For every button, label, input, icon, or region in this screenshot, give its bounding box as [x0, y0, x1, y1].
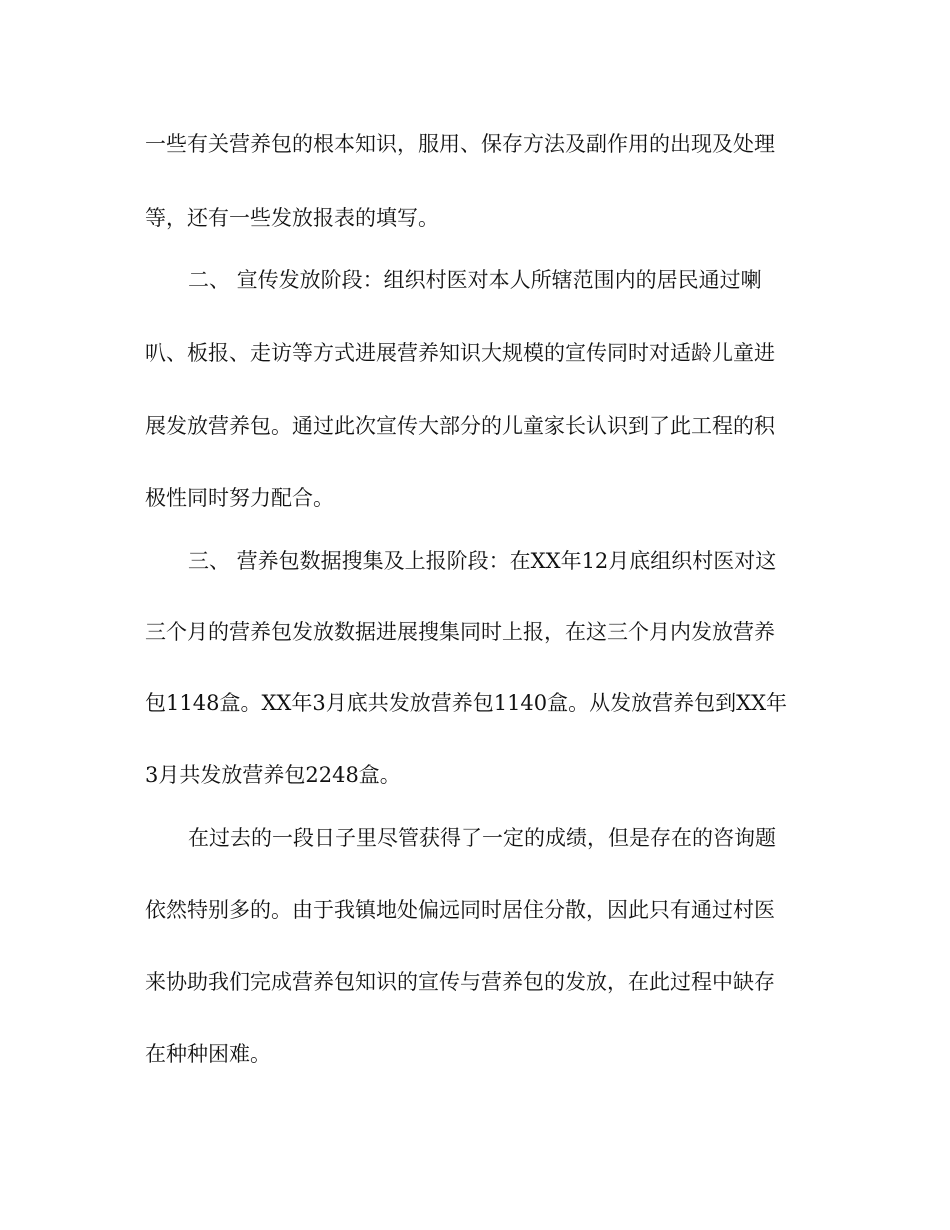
- body-text-line: 极性同时努力配合。: [145, 486, 334, 510]
- body-text-line: 依然特别多的。由于我镇地处偏远同时居住分散，因此只有通过村医: [145, 898, 775, 922]
- body-text-line: 叭、板报、走访等方式进展营养知识大规模的宣传同时对适龄儿童进: [145, 341, 775, 365]
- body-text-line: 三个月的营养包发放数据进展搜集同时上报，在这三个月内发放营养: [145, 620, 775, 644]
- body-text-line: 3月共发放营养包2248盒。: [145, 763, 401, 787]
- body-text-line: 一些有关营养包的根本知识，服用、保存方法及副作用的出现及处理: [145, 132, 775, 156]
- section-two-heading-line: 二、 宣传发放阶段：组织村医对本人所辖范围内的居民通过喇: [188, 268, 762, 292]
- body-text-line: 等，还有一些发放报表的填写。: [145, 206, 439, 230]
- section-three-heading-line: 三、 营养包数据搜集及上报阶段：在XX年12月底组织村医对这: [188, 549, 777, 573]
- body-text-line: 来协助我们完成营养包知识的宣传与营养包的发放，在此过程中缺存: [145, 970, 775, 994]
- body-text-line: 展发放营养包。通过此次宣传大部分的儿童家长认识到了此工程的积: [145, 414, 775, 438]
- body-text-line: 包1148盒。XX年3月底共发放营养包1140盒。从发放营养包到XX年: [145, 691, 788, 715]
- body-text-line: 在种种困难。: [145, 1042, 271, 1066]
- paragraph-start-line: 在过去的一段日子里尽管获得了一定的成绩，但是存在的咨询题: [188, 826, 776, 850]
